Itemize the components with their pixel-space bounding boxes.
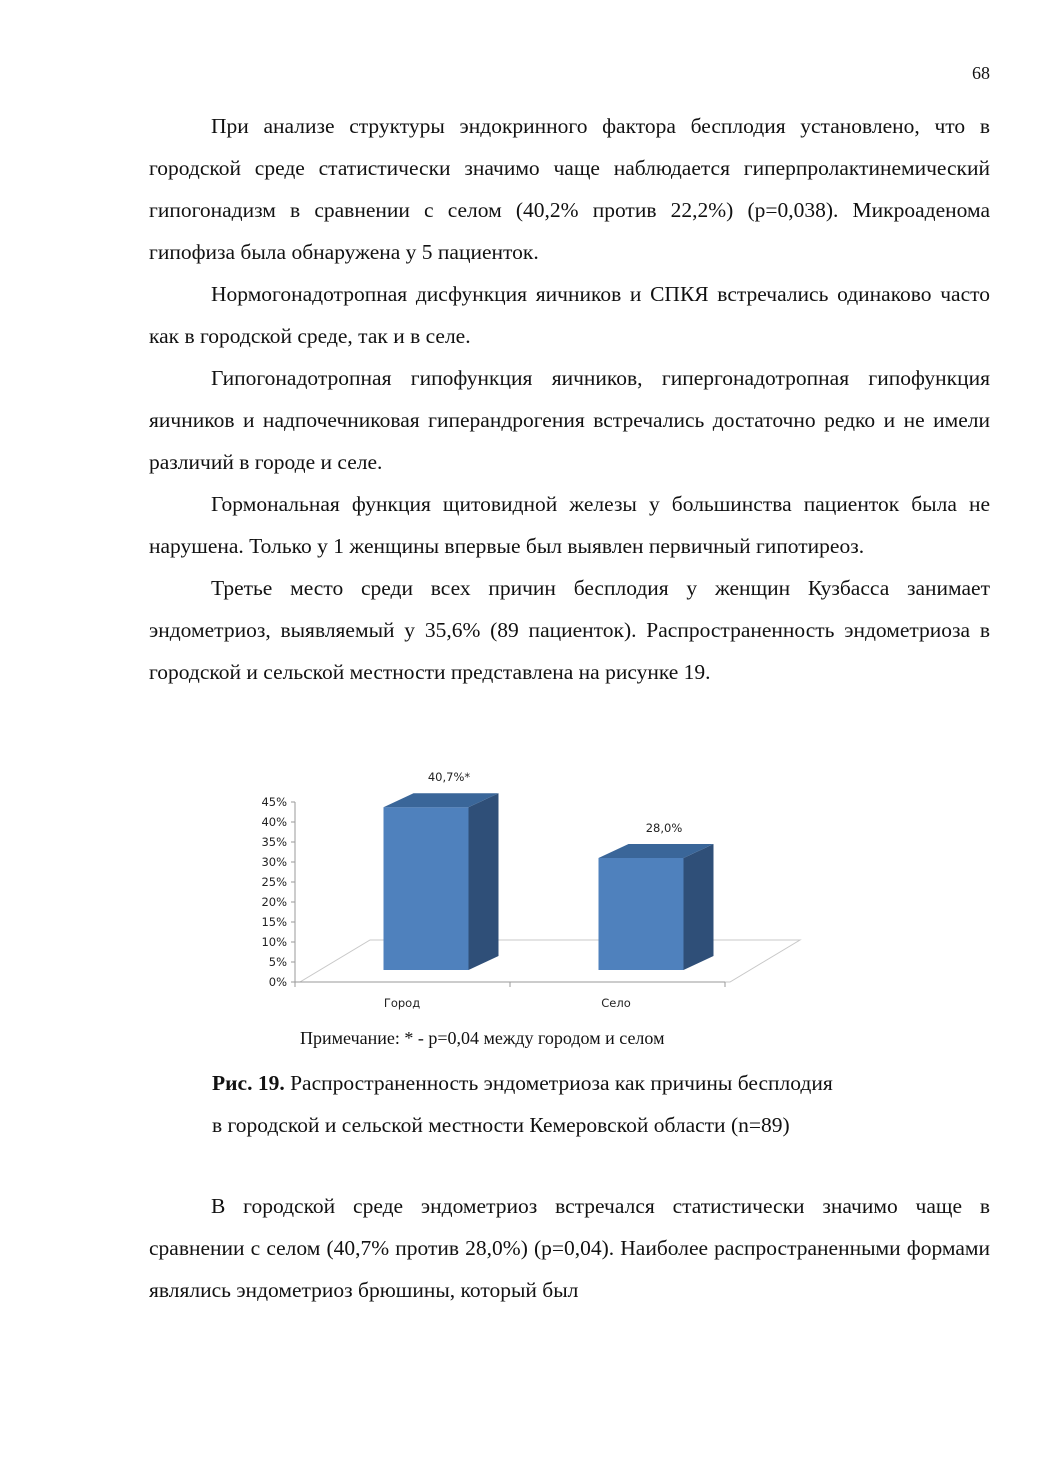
caption-line-2: в городской и сельской местности Кемеровской области (n=89)	[212, 1113, 790, 1137]
y-tick-label: 10%	[261, 935, 287, 949]
chart-svg	[240, 758, 820, 1020]
x-category-label: Город	[383, 996, 421, 1010]
bar-gorod	[384, 807, 469, 970]
y-tick-label: 5%	[268, 955, 287, 969]
caption-line-1: Распространенность эндометриоза как причины бесплодия	[284, 1071, 833, 1095]
caption-label: Рис. 19.	[212, 1071, 285, 1095]
y-tick-label: 0%	[268, 975, 287, 989]
endometriosis-bar-chart	[240, 758, 820, 1020]
paragraph: Гипогонадотропная гипофункция яичников, гипергонадотропная гипофункция яичников и надпочечниковая гиперандрогения встречались достаточно редко и не имели различий в городе и селе.	[149, 366, 990, 474]
paragraph: Нормогонадотропная дисфункция яичников и СПКЯ встречались одинаково часто как в городской среде, так и в селе.	[149, 282, 990, 348]
y-tick-label: 25%	[261, 875, 287, 889]
bar-side	[469, 793, 499, 970]
figure-caption	[212, 1062, 833, 1146]
y-tick-label: 30%	[261, 855, 287, 869]
x-category-label: Село	[601, 996, 631, 1010]
page-number: 68	[972, 63, 990, 83]
figure-note: Примечание: * - р=0,04 между городом и селом	[300, 1028, 665, 1048]
bar-selo	[599, 858, 684, 970]
data-label: 40,7%*	[427, 770, 471, 785]
y-tick-label: 15%	[261, 915, 287, 929]
y-tick-label: 45%	[261, 795, 287, 809]
y-tick-label: 20%	[261, 895, 287, 909]
paragraph: При анализе структуры эндокринного фактора бесплодия установлено, что в городской среде статистически значимо чаще наблюдается гиперпролактинемический гипогонадизм в сравнении с селом (40,2% против 22,2%) (р=0,038). Микроаденома гипофиза была обнаружена у 5 пациенток.	[149, 114, 990, 264]
body-text-top	[149, 105, 990, 693]
bar-side	[684, 844, 714, 970]
paragraph: Третье место среди всех причин бесплодия у женщин Кузбасса занимает эндометриоз, выявляемый у 35,6% (89 пациенток). Распространенность эндометриоза в городской и сельской местности представлена на рисунке 19.	[149, 576, 990, 684]
body-text-bottom	[149, 1185, 990, 1311]
paragraph: В городской среде эндометриоз встречался статистически значимо чаще в сравнении с селом (40,7% против 28,0%) (р=0,04). Наиболее распространенными формами являлись эндометриоз брюшины, который был	[149, 1194, 990, 1302]
y-tick-label: 35%	[261, 835, 287, 849]
data-label: 28,0%	[645, 821, 683, 835]
paragraph: Гормональная функция щитовидной железы у большинства пациенток была не нарушена. Только у 1 женщины впервые был выявлен первичный гипотиреоз.	[149, 492, 990, 558]
y-tick-label: 40%	[261, 815, 287, 829]
chart-floor	[300, 940, 800, 982]
